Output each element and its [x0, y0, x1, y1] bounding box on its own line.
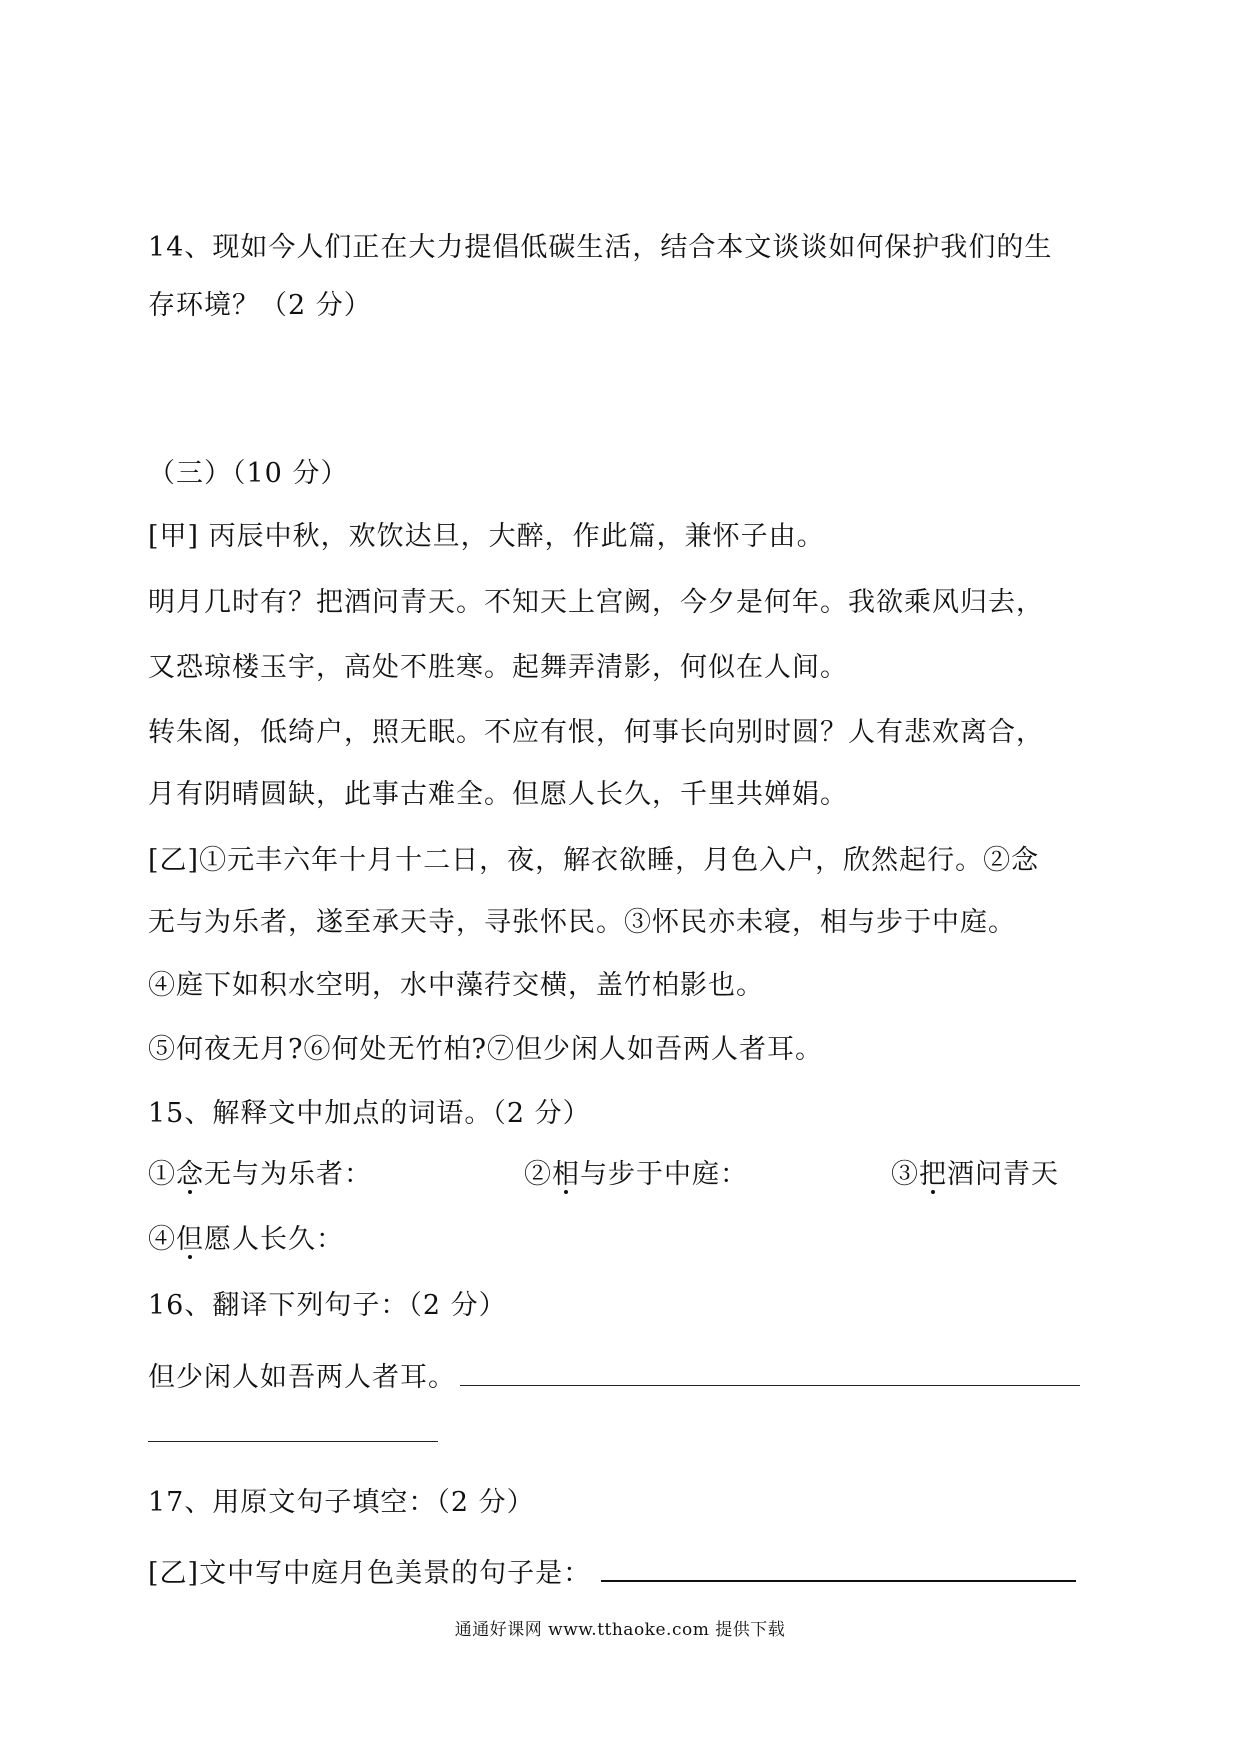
- q16-sentence-row: [148, 1358, 1080, 1398]
- q15-item-1-rest: 无与为乐者：: [204, 1159, 372, 1190]
- jia-line-3: 转朱阁，低绮户，照无眠。不应有恨，何事长向别时圆？人有悲欢离合，: [148, 717, 1044, 748]
- q15-item-4-dotted-word: 但: [176, 1224, 204, 1255]
- yi-line-3: ④庭下如积水空明，水中藻荇交横，盖竹柏影也。: [148, 970, 764, 1001]
- q16-sentence: 但少闲人如吾两人者耳。: [148, 1362, 456, 1393]
- q15-item-2-rest: 与步于中庭：: [580, 1159, 748, 1190]
- q15-item-1-dotted-word: 念: [176, 1159, 204, 1190]
- jia-line-1: 明月几时有？把酒问青天。不知天上宫阙，今夕是何年。我欲乘风归去，: [148, 587, 1044, 618]
- q17-prompt: [乙]文中写中庭月色美景的句子是：: [148, 1558, 592, 1589]
- footer-credit: 通通好课网 www.tthaoke.com 提供下载: [454, 1620, 786, 1640]
- q15-item-4-rest: 愿人长久：: [204, 1224, 344, 1255]
- q17-answer-blank[interactable]: [601, 1558, 1076, 1582]
- q15-item-4: [148, 1220, 344, 1260]
- q15-item-3: [891, 1155, 1059, 1195]
- jia-intro: [甲] 丙辰中秋，欢饮达旦，大醉，作此篇，兼怀子由。: [148, 521, 825, 552]
- q15-item-1: [148, 1155, 372, 1195]
- q15-item-3-dotted-word: 把: [919, 1159, 947, 1190]
- q17-title: 17、用原文句子填空：（2 分）: [148, 1487, 535, 1518]
- q16-answer-blank-1[interactable]: [460, 1363, 1080, 1386]
- jia-line-2: 又恐琼楼玉宇，高处不胜寒。起舞弄清影，何似在人间。: [148, 652, 848, 683]
- q16-title: 16、翻译下列句子：（2 分）: [148, 1290, 507, 1321]
- yi-line-2: 无与为乐者，遂至承天寺，寻张怀民。③怀民亦未寝，相与步于中庭。: [148, 907, 1016, 938]
- q15-item-4-num: ④: [148, 1224, 176, 1255]
- q15-item-2-dotted-word: 相: [552, 1159, 580, 1190]
- q14-line-2: 存环境？（2 分）: [148, 290, 372, 321]
- q15-item-3-num: ③: [891, 1159, 919, 1190]
- yi-line-1: [乙]①元丰六年十月十二日，夜，解衣欲睡，月色入户，欣然起行。②念: [148, 845, 1040, 876]
- q15-item-1-num: ①: [148, 1159, 176, 1190]
- q15-item-2-num: ②: [524, 1159, 552, 1190]
- q14-line-1: 14、现如今人们正在大力提倡低碳生活，结合本文谈谈如何保护我们的生: [148, 232, 1053, 263]
- q15-item-3-rest: 酒问青天: [947, 1159, 1059, 1190]
- q17-prompt-row: [148, 1554, 1076, 1594]
- section-3-heading: （三）（10 分）: [148, 458, 349, 489]
- q16-answer-blank-2[interactable]: [148, 1441, 438, 1442]
- q15-title: 15、解释文中加点的词语。（2 分）: [148, 1098, 591, 1129]
- q15-item-2: [524, 1155, 748, 1195]
- jia-line-4: 月有阴晴圆缺，此事古难全。但愿人长久，千里共婵娟。: [148, 779, 848, 810]
- yi-line-4: ⑤何夜无月?⑥何处无竹柏?⑦但少闲人如吾两人者耳。: [148, 1034, 823, 1065]
